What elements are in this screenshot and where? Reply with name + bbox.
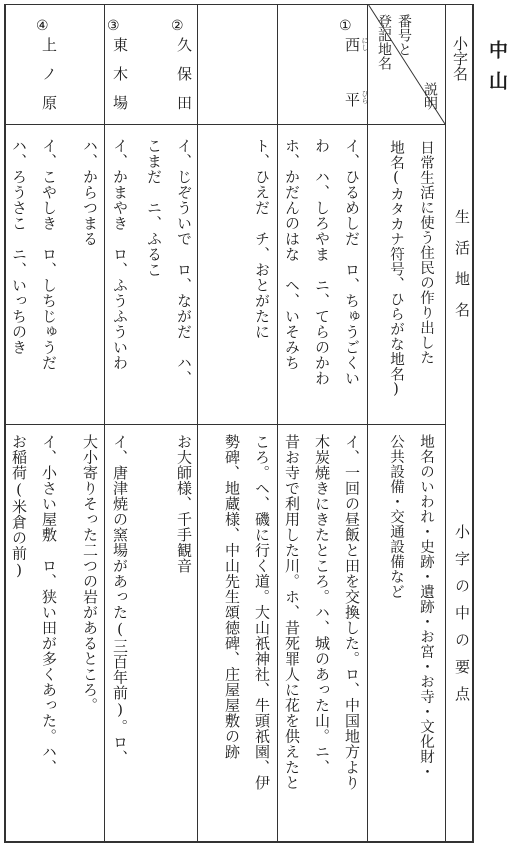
seikatsu-line: ト、ひえだ チ、おとがたに [253, 138, 271, 340]
yoten-line: イ、一回の昼飯と田を交換した。ロ、中国地方より [343, 434, 361, 791]
column-divider-5 [104, 4, 105, 842]
place-name-char: 平 [343, 92, 361, 108]
place-name-char: 久 [175, 37, 193, 53]
row-number: ① [339, 18, 352, 34]
yoten-desc-2: 公共設備・交通設備など [388, 434, 404, 599]
seikatsu-line: ハ、ろうさこ ニ、いっちのき [10, 138, 28, 355]
bango-label-1: 番号と [396, 14, 412, 56]
place-name-char: 東 [111, 37, 129, 53]
place-name-char: ノ [40, 66, 58, 82]
place-name-char: 田 [175, 95, 193, 111]
seikatsu-desc-2: 地名(カタカナ符号、ひらがな地名) [388, 140, 404, 398]
place-name-char: 場 [111, 95, 129, 111]
row-number: ④ [36, 18, 49, 34]
seikatsu-line: イ、ひるめしだ ロ、ちゅうごくい [343, 138, 361, 386]
column-divider-2 [367, 4, 368, 842]
place-name-char: 保 [175, 66, 193, 82]
furigana: にし [361, 37, 369, 51]
section-title: 中山 [486, 40, 508, 102]
column-divider-1 [445, 4, 446, 842]
bango-label-2: 登記地名 [376, 14, 392, 70]
setsumei-label: 説明 [422, 82, 438, 110]
seikatsu-desc-1: 日常生活に使う住民の作り出した [418, 140, 434, 365]
seikatsu-line: ホ、かだんのはな ヘ、いそみち [283, 138, 301, 371]
row-number: ③ [107, 18, 120, 34]
furigana: ひら [361, 90, 369, 104]
place-name-char: 原 [40, 95, 58, 111]
column-divider-3 [277, 4, 278, 842]
yoten-line: お稲荷(米倉の前) [10, 434, 28, 580]
koaza-table [4, 4, 474, 844]
place-name-char: 西 [343, 37, 361, 53]
koaza-label: 小字名 [451, 36, 469, 81]
place-name-char: 上 [40, 37, 58, 53]
yoten-title: 小字の中の要点 [453, 524, 471, 713]
seikatsu-line: わ ハ、しろやま ニ、てらのかわ [313, 138, 331, 386]
seikatsu-line: ハ、からつまる [81, 138, 99, 247]
yoten-line: イ、小さい屋敷 ロ、狭い田が多くあった。ハ、 [40, 434, 58, 775]
seikatsu-title: 生活地名 [453, 209, 471, 333]
seikatsu-line: イ、こやしき ロ、しちじゅうだ [40, 138, 58, 371]
yoten-desc-1: 地名のいわれ・史跡・遺跡・お宮・お寺・文化財・ [418, 434, 434, 779]
yoten-line: ころ。ヘ、磯に行く道。大山祇神社、牛頭祇園、伊 [253, 434, 271, 791]
yoten-line: 大小寄りそった二つの岩があるところ。 [81, 434, 99, 713]
table-border-left [4, 4, 6, 842]
yoten-line: 木炭焼きにきたところ。ハ、城のあった山。ニ、 [313, 434, 331, 775]
table-border-right [472, 4, 474, 842]
seikatsu-line: イ、じぞういで ロ、ながだ ハ、 [175, 138, 193, 386]
seikatsu-line: イ、かまやき ロ、ふうふういわ [111, 138, 129, 371]
yoten-line: イ、唐津焼の窯場があった(三百年前)。ロ、 [111, 434, 129, 766]
yoten-line: 勢碑、地蔵様、中山先生頌徳碑、庄屋屋敷の跡 [223, 434, 241, 760]
column-divider-4 [197, 4, 198, 842]
row-number: ② [171, 18, 184, 34]
place-name-char: 木 [111, 66, 129, 82]
row-divider-1 [4, 124, 446, 125]
table-border-bottom [4, 841, 474, 843]
yoten-line: 昔お寺で利用した川。ホ、昔死罪人に花を供えたと [283, 434, 301, 791]
seikatsu-line: こまだ ニ、ふるこ [145, 138, 163, 278]
yoten-line: お大師様、千手観音 [175, 434, 193, 574]
row-divider-2 [4, 424, 446, 425]
